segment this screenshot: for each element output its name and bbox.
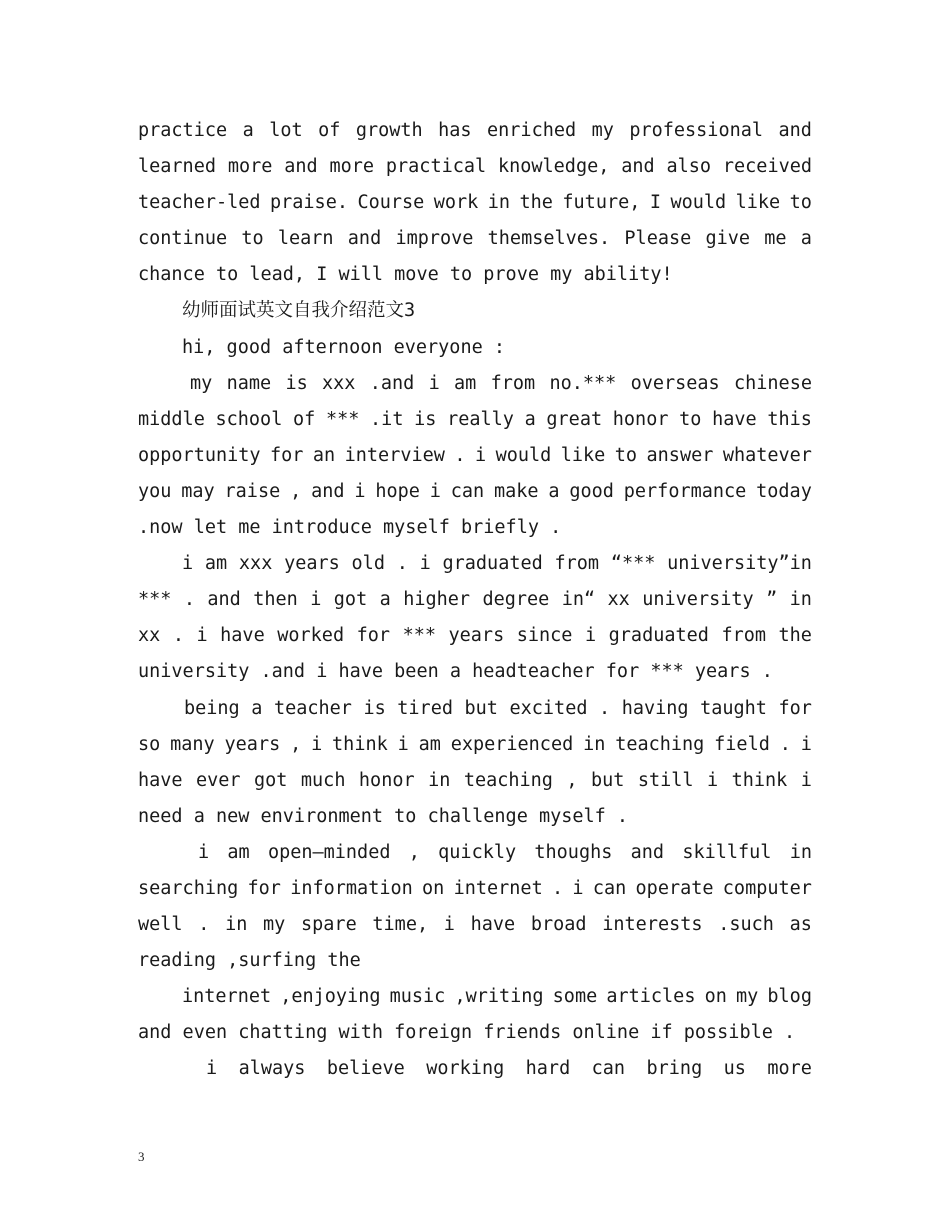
text-line: 幼师面试英文自我介绍范文3 — [182, 300, 416, 322]
text-line: i am xxx years old . i graduated from “*** university”in — [182, 553, 812, 575]
text-line: being a teacher is tired but excited . having taught for — [184, 697, 812, 719]
text-line: practice a lot of growth has enriched my professional and — [138, 120, 812, 141]
text-line: *** . and then i got a higher degree in“ xx university ” in — [138, 589, 812, 611]
text-line: my name is xxx .and i am from no.*** overseas chinese — [190, 372, 812, 394]
text-line: teacher-led praise. Course work in the future, I would like to — [138, 192, 812, 214]
document-body — [138, 113, 812, 1088]
text-line: .now let me introduce myself briefly . — [138, 517, 562, 539]
text-line: searching for information on internet . i can operate computer — [138, 877, 812, 899]
text-line: middle school of *** .it is really a great honor to have this — [138, 408, 812, 430]
text-line: university .and i have been a headteacher for *** years . — [138, 661, 773, 683]
text-line: well . in my spare time, i have broad interests .such as — [138, 914, 812, 936]
text-line: i am open—minded , quickly thoughs and skillful in — [198, 841, 812, 863]
text-line: xx . i have worked for *** years since i graduated from the — [138, 625, 812, 647]
text-line: reading ,surfing the — [138, 950, 361, 972]
text-line: chance to lead, I will move to prove my ability! — [138, 264, 673, 286]
text-line: internet ,enjoying music ,writing some articles on my blog — [182, 986, 812, 1008]
text-line: learned more and more practical knowledge, and also received — [138, 156, 812, 178]
page-number: 3 — [138, 1149, 145, 1164]
text-line: you may raise , and i hope i can make a good performance today — [138, 480, 812, 502]
text-line: hi, good afternoon everyone : — [182, 336, 506, 358]
text-line: so many years , i think i am experienced in teaching field . i — [138, 733, 812, 755]
text-line: and even chatting with foreign friends online if possible . — [138, 1022, 796, 1044]
text-line: opportunity for an interview . i would like to answer whatever — [138, 444, 812, 466]
text-line: need a new environment to challenge myself . — [138, 805, 629, 827]
text-line: have ever got much honor in teaching , but still i think i — [138, 769, 812, 791]
text-line: continue to learn and improve themselves. Please give me a — [138, 228, 812, 250]
text-line: i always believe working hard can bring us more — [206, 1058, 812, 1080]
